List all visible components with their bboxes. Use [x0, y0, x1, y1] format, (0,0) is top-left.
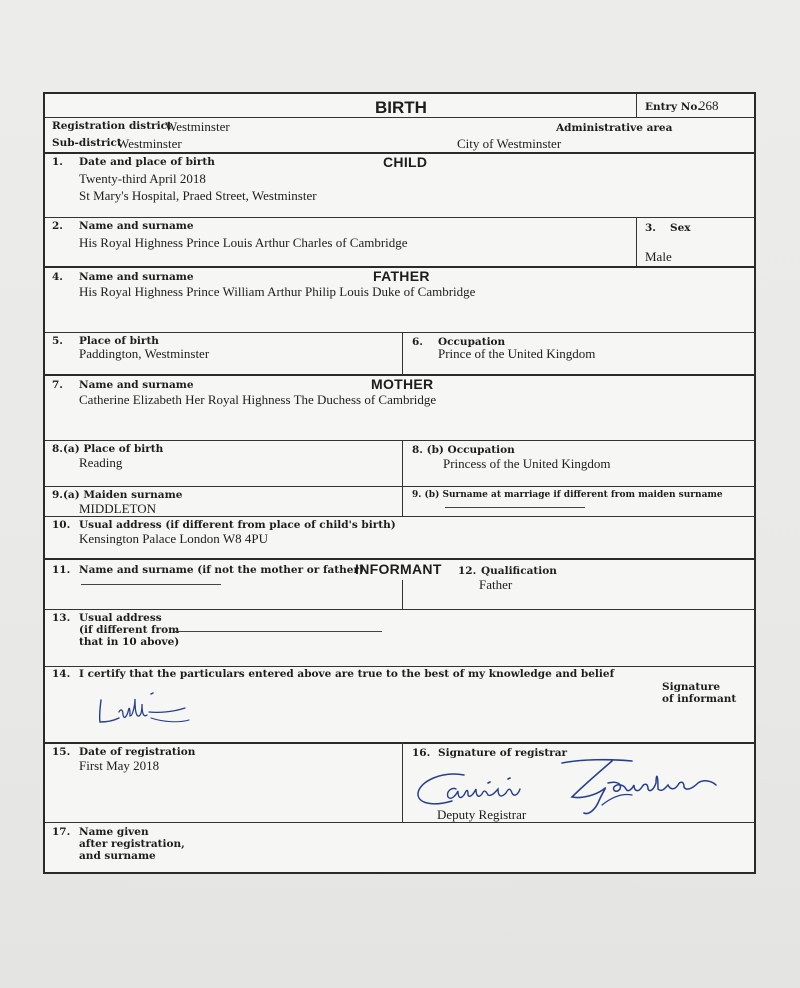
field-label: Signature of registrar: [438, 747, 568, 759]
divider: [45, 558, 754, 560]
field-label: 9.(a) Maiden surname: [52, 489, 183, 501]
divider: [45, 486, 754, 487]
registrar-signature: [412, 749, 732, 821]
divider: [636, 217, 637, 266]
field-number: 10.: [52, 519, 71, 531]
field-number: 13.: [52, 612, 71, 624]
divider: [45, 440, 754, 441]
field-label: (if different from: [79, 624, 180, 636]
field-number: 15.: [52, 746, 71, 758]
blank-line: [175, 631, 382, 632]
field-label: Name and surname: [79, 271, 194, 283]
field-number: 12.: [458, 565, 477, 577]
informant-signature: [93, 682, 198, 732]
child-sex: Male: [645, 249, 672, 264]
section-heading-mother: MOTHER: [371, 376, 434, 392]
section-heading-informant: INFORMANT: [355, 561, 442, 577]
divider: [45, 516, 754, 517]
field-number: 17.: [52, 826, 71, 838]
field-label: Usual address (if different from place of child's birth): [79, 519, 396, 531]
administrative-area-label: Administrative area: [556, 122, 673, 134]
sub-district: Westminster: [117, 136, 182, 151]
father-occupation: Prince of the United Kingdom: [438, 346, 596, 361]
field-label: and surname: [79, 850, 156, 862]
birth-register-form: [43, 92, 756, 874]
field-label: Name and surname: [79, 220, 194, 232]
blank-line: [81, 584, 221, 585]
divider: [402, 580, 403, 609]
father-name: His Royal Highness Prince William Arthur Philip Louis Duke of Cambridge: [79, 284, 476, 299]
field-label: Date and place of birth: [79, 156, 215, 168]
entry-number-label: Entry No.: [645, 101, 701, 113]
field-number: 3.: [645, 222, 656, 234]
certification-statement: I certify that the particulars entered above are true to the best of my knowledge and belief: [79, 668, 615, 680]
field-label: of informant: [662, 693, 737, 705]
field-number: 14.: [52, 668, 71, 680]
field-label: 9. (b) Surname at marriage if different from maiden surname: [412, 490, 723, 500]
field-label: 8. (b) Occupation: [412, 444, 515, 456]
registrar-title: Deputy Registrar: [437, 807, 527, 822]
entry-number: 268: [699, 98, 719, 113]
field-number: 5.: [52, 335, 63, 347]
field-number: 11.: [52, 564, 71, 576]
field-label: Usual address: [79, 612, 162, 624]
field-label: after registration,: [79, 838, 185, 850]
child-name: His Royal Highness Prince Louis Arthur Charles of Cambridge: [79, 235, 408, 250]
divider: [402, 332, 403, 374]
field-label: Signature: [662, 681, 721, 693]
field-number: 16.: [412, 747, 431, 759]
divider: [45, 217, 754, 218]
divider: [45, 742, 754, 744]
child-place-of-birth: St Mary's Hospital, Praed Street, Westminster: [79, 188, 317, 203]
father-place-of-birth: Paddington, Westminster: [79, 346, 210, 361]
qualification: Father: [479, 577, 513, 592]
form-title: BIRTH: [375, 98, 427, 117]
usual-address: Kensington Palace London W8 4PU: [79, 531, 268, 546]
divider: [402, 742, 403, 822]
field-label: that in 10 above): [79, 636, 180, 648]
sub-district-label: Sub-district: [52, 137, 122, 149]
field-label: Place of birth: [79, 335, 159, 347]
section-heading-father: FATHER: [373, 268, 430, 284]
field-label: Occupation: [438, 336, 506, 348]
date-of-registration: First May 2018: [79, 758, 160, 773]
registration-district: Westminster: [165, 119, 230, 134]
section-heading-child: CHILD: [383, 154, 428, 170]
field-number: 7.: [52, 379, 63, 391]
mother-place-of-birth: Reading: [79, 455, 123, 470]
field-label: Name given: [79, 826, 149, 838]
field-label: Sex: [670, 222, 691, 234]
administrative-area: City of Westminster: [457, 136, 562, 151]
mother-name: Catherine Elizabeth Her Royal Highness The Duchess of Cambridge: [79, 392, 437, 407]
field-number: 6.: [412, 336, 423, 348]
date-of-birth: Twenty-third April 2018: [79, 171, 206, 186]
field-label: 8.(a) Place of birth: [52, 443, 164, 455]
divider: [45, 609, 754, 610]
divider: [636, 94, 637, 117]
divider: [45, 666, 754, 667]
divider: [45, 332, 754, 333]
mother-occupation: Princess of the United Kingdom: [443, 456, 611, 471]
field-label: Date of registration: [79, 746, 196, 758]
divider: [402, 440, 403, 486]
divider: [45, 822, 754, 823]
field-label: Name and surname: [79, 379, 194, 391]
field-number: 2.: [52, 220, 63, 232]
field-label: Qualification: [481, 565, 557, 577]
divider: [402, 486, 403, 516]
field-number: 1.: [52, 156, 63, 168]
divider: [45, 117, 754, 118]
field-label: Name and surname (if not the mother or father): [79, 564, 364, 576]
maiden-surname: MIDDLETON: [79, 501, 157, 516]
field-number: 4.: [52, 271, 63, 283]
blank-line: [445, 507, 585, 508]
registration-district-label: Registration district: [52, 120, 172, 132]
